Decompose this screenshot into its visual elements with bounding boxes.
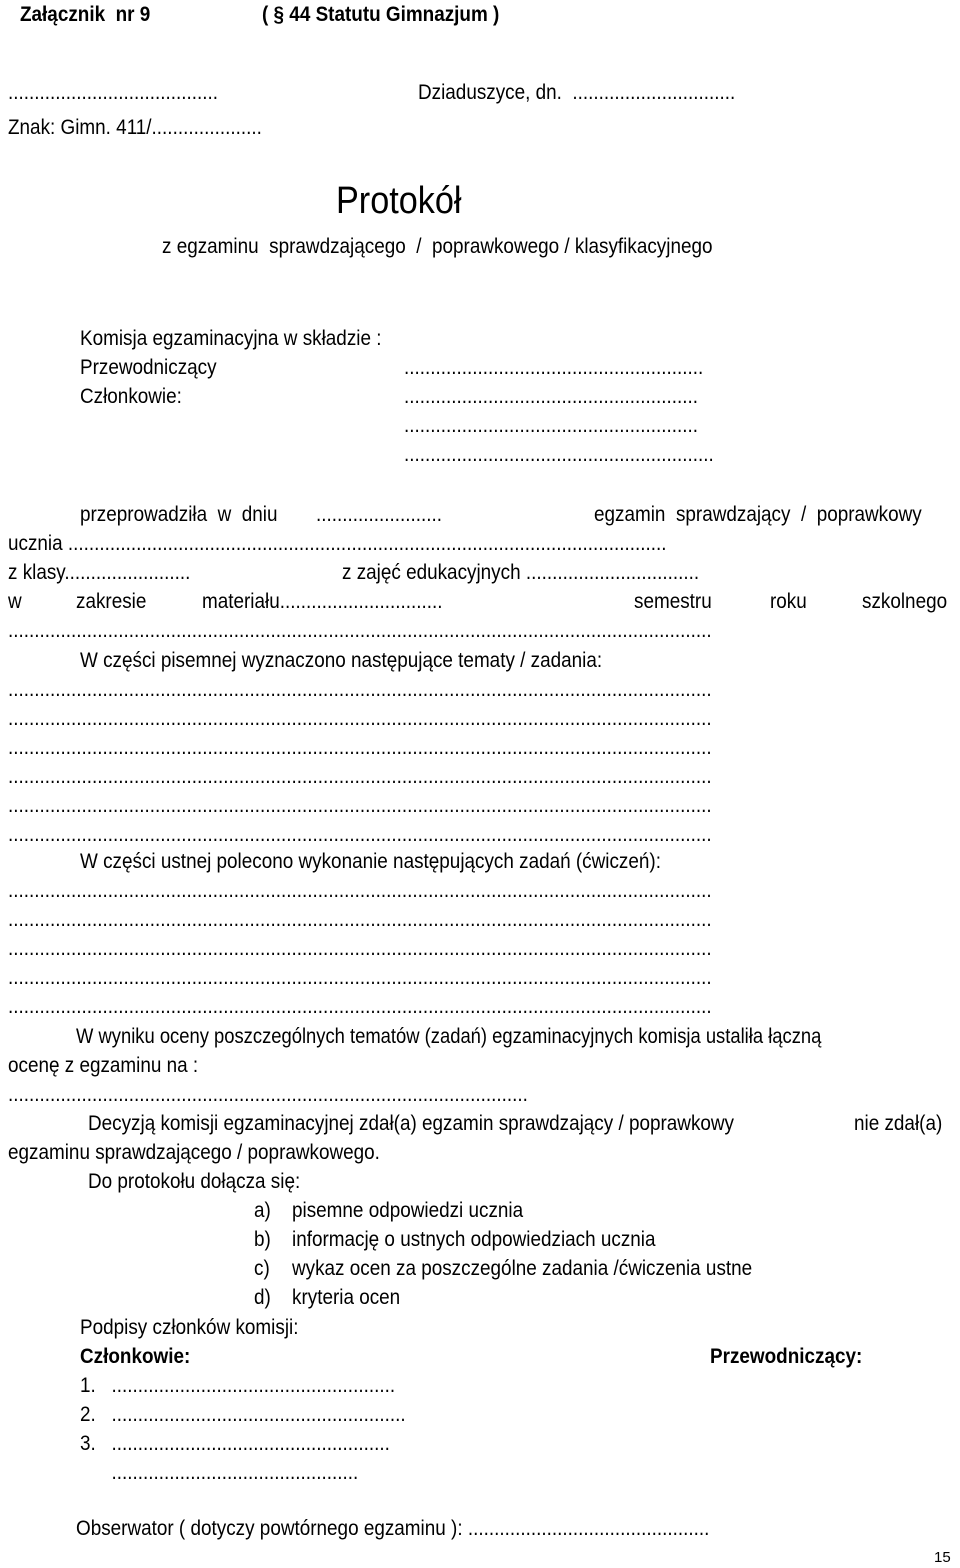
page-subtitle: z egzaminu sprawdzającego / poprawkowego / klasyfikacyjnego — [162, 235, 713, 258]
dotted-line: ...................................................................................................................................... — [8, 765, 712, 788]
result-text: ocenę z egzaminu na : — [8, 1054, 199, 1077]
statute-reference: ( § 44 Statutu Gimnazjum ) — [262, 3, 500, 26]
members-label: Członkowie: — [80, 385, 182, 408]
chair-dots: ......................................................... — [404, 356, 704, 379]
decision-text: egzaminu sprawdzającego / poprawkowego. — [8, 1141, 380, 1164]
member-dots: ........................................................ — [404, 385, 699, 408]
attachment-number: Załącznik nr 9 — [20, 3, 151, 26]
decision-failed: nie zdał(a) — [854, 1112, 943, 1135]
dotted-line: ...................................................................................................................................... — [8, 966, 712, 989]
dotted-line: ................................................................................................... — [8, 1083, 528, 1106]
chair-label: Przewodniczący — [80, 356, 217, 379]
exam-date-label: przeprowadziła w dniu — [80, 503, 278, 526]
dotted-line: ...................................................................................................................................... — [8, 995, 712, 1018]
member-dots: ........................................................... — [404, 443, 714, 466]
signature-line: 1. ...................................................... — [80, 1374, 396, 1397]
class-line: z klasy........................ — [8, 561, 191, 584]
member-dots: ........................................................ — [404, 414, 699, 437]
exam-type: egzamin sprawdzający / poprawkowy — [594, 503, 922, 526]
attachments-heading: Do protokołu dołącza się: — [88, 1170, 301, 1193]
subject-line: z zajęć edukacyjnych ................................. — [342, 561, 700, 584]
dotted-line: ...................................................................................................................................... — [8, 937, 712, 960]
dotted-line: ...................................................................................................................................... — [8, 678, 712, 701]
place-date: Dziaduszyce, dn. ............................... — [418, 81, 736, 104]
dotted-line: ...................................................................................................................................... — [8, 736, 712, 759]
list-item: pisemne odpowiedzi ucznia — [292, 1199, 524, 1222]
written-heading: W części pisemnej wyznaczono następujące tematy / zadania: — [80, 649, 603, 672]
page-title: Protokół — [336, 180, 462, 222]
student-line: ucznia .................................................................................................................. — [8, 532, 667, 555]
committee-intro: Komisja egzaminacyjna w składzie : — [80, 327, 382, 350]
dotted-line: ...................................................................................................................................... — [8, 908, 712, 931]
signatures-chair-label: Przewodniczący: — [710, 1345, 863, 1368]
list-marker: c) — [254, 1257, 270, 1280]
result-text: W wyniku oceny poszczególnych tematów (zadań) egzaminacyjnych komisja ustaliła łączną — [76, 1025, 822, 1048]
scope-word: w — [8, 590, 22, 613]
dotted-line: ...................................................................................................................................... — [8, 707, 712, 730]
scope-material: materiału............................... — [202, 590, 443, 613]
list-item: informację o ustnych odpowiedziach ucznia — [292, 1228, 656, 1251]
list-item: wykaz ocen za poszczególne zadania /ćwiczenia ustne — [292, 1257, 753, 1280]
signature-line: 2. ........................................................ — [80, 1403, 406, 1426]
signature-line: 3. ..................................................... — [80, 1432, 390, 1455]
list-marker: a) — [254, 1199, 271, 1222]
reference-dots: ........................................ — [8, 81, 219, 104]
page-number: 15 — [934, 1549, 951, 1566]
decision-text: Decyzją komisji egzaminacyjnej zdał(a) egzamin sprawdzający / poprawkowy — [88, 1112, 735, 1135]
observer-line: Obserwator ( dotyczy powtórnego egzaminu ): .............................................. — [76, 1517, 710, 1540]
dotted-line: ...................................................................................................................................... — [8, 823, 712, 846]
sign-number: Znak: Gimn. 411/..................... — [8, 116, 262, 139]
signatures-heading: Podpisy członków komisji: — [80, 1316, 299, 1339]
scope-word: semestru — [634, 590, 712, 613]
list-marker: d) — [254, 1286, 271, 1309]
scope-word: roku — [770, 590, 807, 613]
dotted-line: ...................................................................................................................................... — [8, 619, 712, 642]
signature-line: ............................................... — [80, 1461, 359, 1484]
list-item: kryteria ocen — [292, 1286, 401, 1309]
scope-word: zakresie — [76, 590, 147, 613]
dotted-line: ...................................................................................................................................... — [8, 794, 712, 817]
scope-word: szkolnego — [862, 590, 948, 613]
signatures-members-label: Członkowie: — [80, 1345, 191, 1368]
exam-date-dots: ........................ — [316, 503, 443, 526]
oral-heading: W części ustnej polecono wykonanie następujących zadań (ćwiczeń): — [80, 850, 661, 873]
list-marker: b) — [254, 1228, 271, 1251]
dotted-line: ...................................................................................................................................... — [8, 879, 712, 902]
